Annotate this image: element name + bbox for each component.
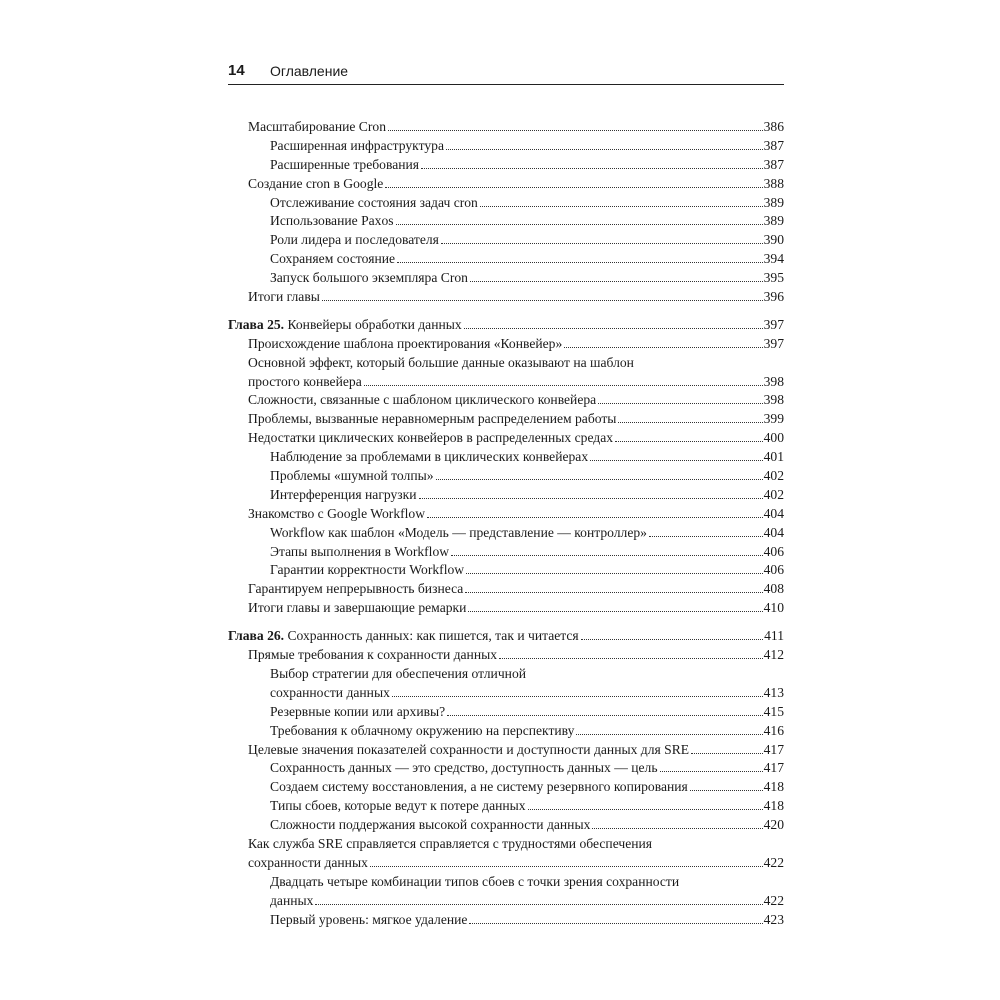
dot-leader [436,479,763,480]
toc-chapter-entry [228,627,784,646]
toc-page-number: 416 [763,722,784,738]
toc-entry [228,580,784,599]
dot-leader [649,536,763,537]
toc-entry [228,410,784,429]
toc-entry-line [228,854,784,873]
toc-entry-title: Требования к облачному окружению на перспективу [270,722,575,738]
toc-entry-title: Итоги главы и завершающие ремарки [248,600,467,616]
toc-entry-title: Прямые требования к сохранности данных [248,647,498,663]
dot-leader [385,187,762,188]
dot-leader [370,866,763,867]
toc-entry-line [228,543,784,562]
toc-page-number: 404 [763,505,784,521]
toc-entry-title: Наблюдение за проблемами в циклических конвейерах [270,449,589,465]
toc-entry-title: Гарантии корректности Workflow [270,562,465,578]
dot-leader [451,555,763,556]
toc-page-number: 420 [763,817,784,833]
toc-entry-title: Гарантируем непрерывность бизнеса [248,581,464,597]
toc-page-number: 412 [763,647,784,663]
toc-entry [228,816,784,835]
toc-entry [228,599,784,618]
dot-leader [528,809,763,810]
dot-leader [446,149,763,150]
toc-page-number: 404 [763,524,784,540]
toc-entry [228,873,784,911]
toc-entry-line [228,250,784,269]
dot-leader [441,243,763,244]
toc-entry [228,194,784,213]
toc-entry-title [228,316,462,335]
dot-leader [464,328,763,329]
toc-entry-title: Отслеживание состояния задач cron [270,194,478,210]
toc-entry-line [228,580,784,599]
dot-leader [465,592,762,593]
toc-entry-line [228,703,784,722]
toc-entry-title: Знакомство с Google Workflow [248,505,426,521]
toc-entry-title: Происхождение шаблона проектирования «Конвейер» [248,335,563,351]
toc-entry-title: сохранности данных [270,684,390,700]
toc-chapter-entry [228,316,784,335]
toc-entry-line [228,599,784,618]
toc-entry [228,524,784,543]
toc-entry-line [228,911,784,930]
dot-leader [468,611,762,612]
toc-page-number: 418 [763,798,784,814]
toc-entry-title: Сохранность данных — это средство, доступность данных — цель [270,760,658,776]
toc-entry-line [228,373,784,392]
toc-entry [228,335,784,354]
toc-entry-title: Использование Paxos [270,213,394,229]
toc-entry-line [228,316,784,335]
toc-entry [228,429,784,448]
toc-entry-line [228,486,784,505]
toc-page-number: 401 [763,449,784,465]
toc-entry-line [228,741,784,760]
toc-entry-title: Роли лидера и последователя [270,232,439,248]
toc-page-number: 406 [763,562,784,578]
dot-leader [564,347,762,348]
toc-entry-title: Workflow как шаблон «Модель — представление — контроллер» [270,524,647,540]
toc-entry-title: простого конвейера [248,373,362,389]
dot-leader [364,385,763,386]
toc-entry-line [228,429,784,448]
toc-page-number: 415 [763,703,784,719]
dot-leader [690,790,763,791]
toc-entry [228,269,784,288]
toc-entry-line [228,269,784,288]
toc-entry [228,391,784,410]
toc-entry [228,778,784,797]
dot-leader [447,715,762,716]
toc-entry-title: Этапы выполнения в Workflow [270,543,450,559]
toc-entry [228,156,784,175]
toc-entry-title: Расширенная инфраструктура [270,137,444,153]
toc-entry-title: данных [270,892,314,908]
dot-leader [470,281,763,282]
toc-entry [228,561,784,580]
toc-entry-line [228,118,784,137]
toc-entry [228,486,784,505]
toc-entry-line [228,759,784,778]
toc-entry-line [228,335,784,354]
toc-page-number: 422 [763,854,784,870]
dot-leader [421,168,763,169]
toc-page-number: 417 [763,741,784,757]
toc-entry-line [228,231,784,250]
dot-leader [499,658,763,659]
toc-entry [228,797,784,816]
toc-entry-title: Резервные копии или архивы? [270,703,446,719]
dot-leader [427,517,763,518]
toc-entry [228,288,784,307]
toc-page-number: 402 [763,468,784,484]
toc-entry-line [228,816,784,835]
toc-page-number: 397 [763,316,784,332]
toc-entry-line [228,137,784,156]
page-number: 14 [228,62,245,79]
toc-entry-title: Итоги главы [248,289,320,305]
toc-entry [228,175,784,194]
dot-leader [315,904,762,905]
toc-entry-line [228,778,784,797]
toc-entry-line [228,410,784,429]
toc-entry-line [228,212,784,231]
toc-page-number: 396 [763,289,784,305]
toc-entry-title: Недостатки циклических конвейеров в распределенных средах [248,430,614,446]
dot-leader [392,696,763,697]
toc-page-number: 410 [763,600,784,616]
toc-page-number: 422 [763,892,784,908]
toc-entry [228,212,784,231]
dot-leader [396,224,763,225]
toc-entry-title: Целевые значения показателей сохранности и доступности данных для SRE [248,741,690,757]
toc-entry [228,231,784,250]
toc-entry-title: Расширенные требования [270,156,420,172]
toc-entry-line [228,892,784,911]
toc-entry-title-line: Выбор стратегии для обеспечения отличной [270,665,527,681]
toc-entry-title: Первый уровень: мягкое удаление [270,911,468,927]
dot-leader [691,753,763,754]
toc-page-number: 423 [763,911,784,927]
toc-entry-title: Запуск большого экземпляра Cron [270,270,468,286]
toc-entry [228,759,784,778]
toc-entry-title: Типы сбоев, которые ведут к потере данных [270,798,526,814]
dot-leader [466,573,763,574]
toc-page-number: 417 [763,760,784,776]
toc-entry [228,448,784,467]
toc-entry-title-line: Основной эффект, который большие данные оказывают на шаблон [248,354,634,370]
chapter-label: Глава 26. [228,628,285,644]
chapter-label: Глава 25. [228,316,285,332]
toc-entry-title: Проблемы, вызванные неравномерным распределением работы [248,411,617,427]
toc-entry [228,665,784,703]
toc-page-number: 390 [763,232,784,248]
dot-leader [660,771,763,772]
toc-entry [228,543,784,562]
toc-page-number: 408 [763,581,784,597]
toc-page-number: 388 [763,175,784,191]
toc-entry-line [228,175,784,194]
dot-leader [615,441,763,442]
toc-entry-line [228,797,784,816]
dot-leader [469,923,762,924]
toc-page-number: 389 [763,194,784,210]
toc-entry-title: Создание cron в Google [248,175,384,191]
chapter-title: Конвейеры обработки данных [287,316,462,332]
toc-entry [228,250,784,269]
toc-page-number: 413 [763,684,784,700]
toc-entry-title: сохранности данных [248,854,368,870]
running-header [228,58,784,85]
toc-page-number: 402 [763,486,784,502]
toc-entry-line [228,684,784,703]
toc-page-number: 399 [763,411,784,427]
toc-entry [228,911,784,930]
toc-entry [228,646,784,665]
toc-entry [228,505,784,524]
toc-entry-line [228,722,784,741]
chapter-title: Сохранность данных: как пишется, так и читается [287,628,579,644]
dot-leader [397,262,763,263]
toc-entry-title [228,627,579,646]
toc-page-number: 387 [763,156,784,172]
dot-leader [598,403,762,404]
toc-entry-title: Масштабирование Cron [248,119,386,134]
toc-entry-title-line: Как служба SRE справляется справляется с трудностями обеспечения [248,835,653,851]
toc-entry-line [228,156,784,175]
dot-leader [590,460,762,461]
dot-leader [419,498,763,499]
table-of-contents [228,118,784,929]
toc-page-number: 398 [763,373,784,389]
toc-page-number: 406 [763,543,784,559]
running-title: Оглавление [270,63,349,79]
toc-entry-line [228,194,784,213]
dot-leader [576,734,762,735]
toc-entry-title: Сохраняем состояние [270,251,396,267]
dot-leader [581,639,763,640]
toc-page-number: 394 [763,251,784,267]
toc-entry-line [228,561,784,580]
dot-leader [592,828,762,829]
dot-leader [322,300,763,301]
toc-entry-line [228,448,784,467]
toc-entry-title-line: Двадцать четыре комбинации типов сбоев с точки зрения сохранности [270,873,680,889]
toc-entry-line [228,524,784,543]
toc-entry [228,354,784,392]
toc-entry-title: Проблемы «шумной толпы» [270,468,434,484]
toc-entry [228,835,784,873]
toc-page-number: 389 [763,213,784,229]
toc-page-number: 398 [763,392,784,408]
toc-entry [228,137,784,156]
toc-page-number: 397 [763,335,784,351]
toc-entry [228,467,784,486]
toc-entry [228,118,784,137]
toc-page-number: 418 [763,779,784,795]
toc-entry [228,722,784,741]
dot-leader [618,422,762,423]
toc-entry [228,703,784,722]
toc-page-number: 395 [763,270,784,286]
toc-entry-line [228,288,784,307]
toc-entry-title: Создаем систему восстановления, а не систему резервного копирования [270,779,688,795]
toc-entry-title: Сложности поддержания высокой сохранности данных [270,817,591,833]
toc-entry-line [228,646,784,665]
toc-page-number: 386 [763,119,784,134]
toc-page-number: 387 [763,137,784,153]
toc-page-number: 411 [764,628,784,644]
toc-entry-title: Интерференция нагрузки [270,486,417,502]
toc-entry-line [228,467,784,486]
toc-entry-title: Сложности, связанные с шаблоном циклического конвейера [248,392,597,408]
toc-entry-line [228,505,784,524]
dot-leader [388,130,763,131]
toc-entry-line [228,391,784,410]
toc-entry-line [228,627,784,646]
dot-leader [480,206,763,207]
toc-page-number: 400 [763,430,784,446]
toc-entry [228,741,784,760]
